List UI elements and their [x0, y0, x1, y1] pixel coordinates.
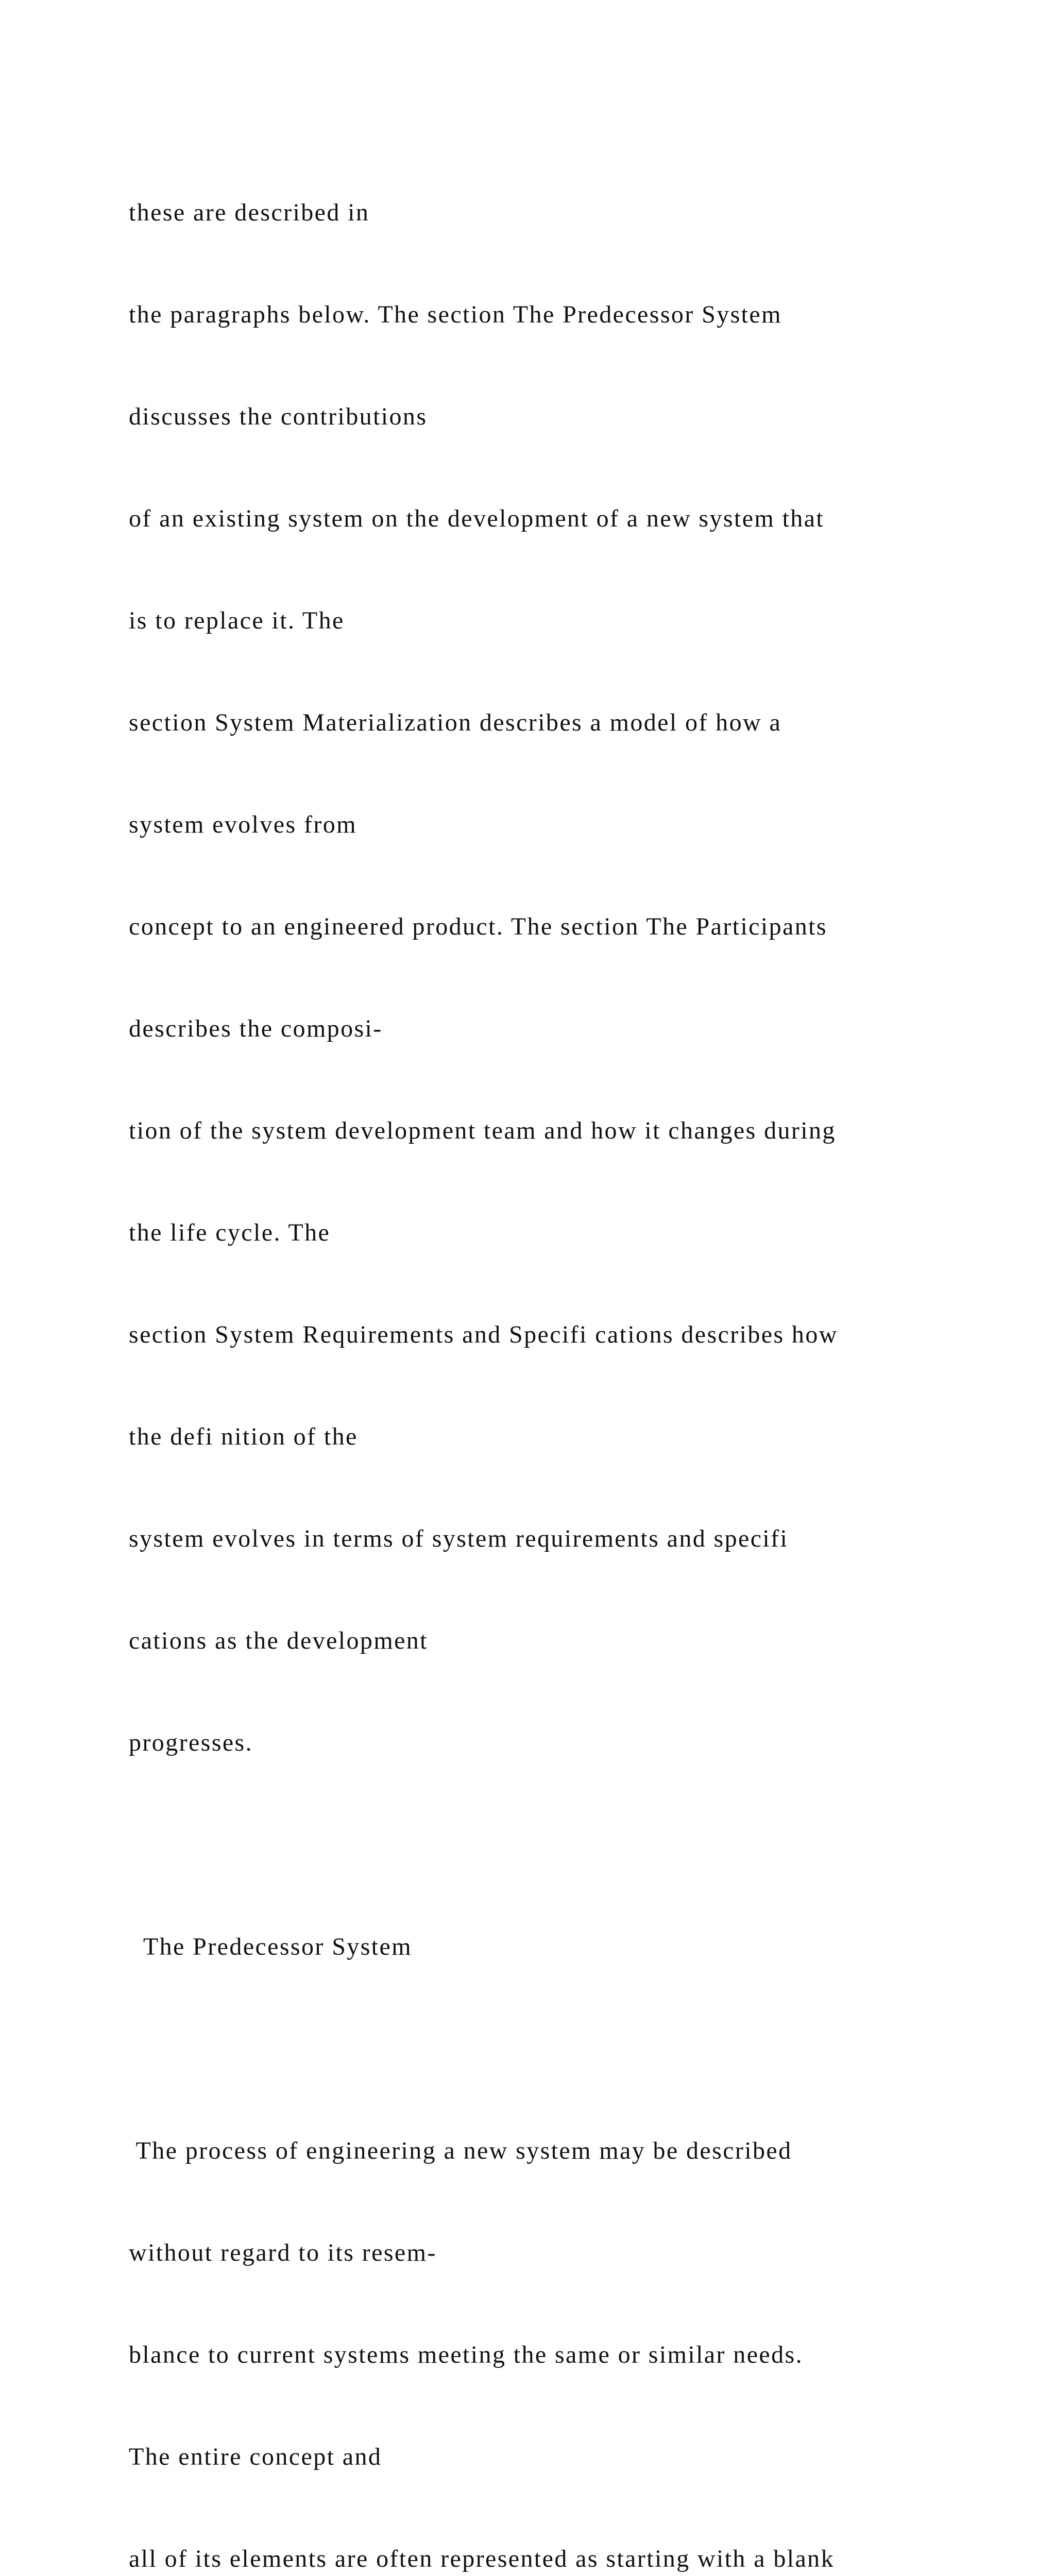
- document-text: [129, 128, 1046, 2576]
- text-line: discusses the contributions: [129, 403, 428, 430]
- text-line: The process of engineering a new system may be described: [129, 2137, 792, 2164]
- text-line: progresses.: [129, 1729, 253, 1756]
- text-line: system evolves from: [129, 811, 357, 838]
- text-line: concept to an engineered product. The section The Participants: [129, 913, 827, 940]
- text-line: the defi nition of the: [129, 1423, 358, 1450]
- blank-line: [129, 2032, 1046, 2066]
- text-line: blance to current systems meeting the same or similar needs.: [129, 2341, 803, 2368]
- text-line: these are described in: [129, 199, 370, 226]
- blank-line: [129, 1828, 1046, 1862]
- text-line: system evolves in terms of system requirements and specifi: [129, 1525, 789, 1552]
- text-line: the paragraphs below. The section The Predecessor System: [129, 301, 782, 328]
- text-line: section System Materialization describes a model of how a: [129, 709, 782, 736]
- text-line: cations as the development: [129, 1627, 428, 1654]
- text-line: without regard to its resem-: [129, 2239, 437, 2266]
- text-line: The entire concept and: [129, 2443, 382, 2470]
- text-line: describes the composi-: [129, 1015, 383, 1042]
- section-heading: The Predecessor System: [129, 1933, 412, 1960]
- text-line: is to replace it. The: [129, 607, 345, 634]
- text-line: the life cycle. The: [129, 1219, 331, 1246]
- text-line: section System Requirements and Specifi cations describes how: [129, 1321, 838, 1348]
- text-line: of an existing system on the development of a new system that: [129, 505, 825, 532]
- text-line: tion of the system development team and how it changes during: [129, 1117, 836, 1144]
- text-line: all of its elements are often represented as starting with a blank: [129, 2545, 835, 2572]
